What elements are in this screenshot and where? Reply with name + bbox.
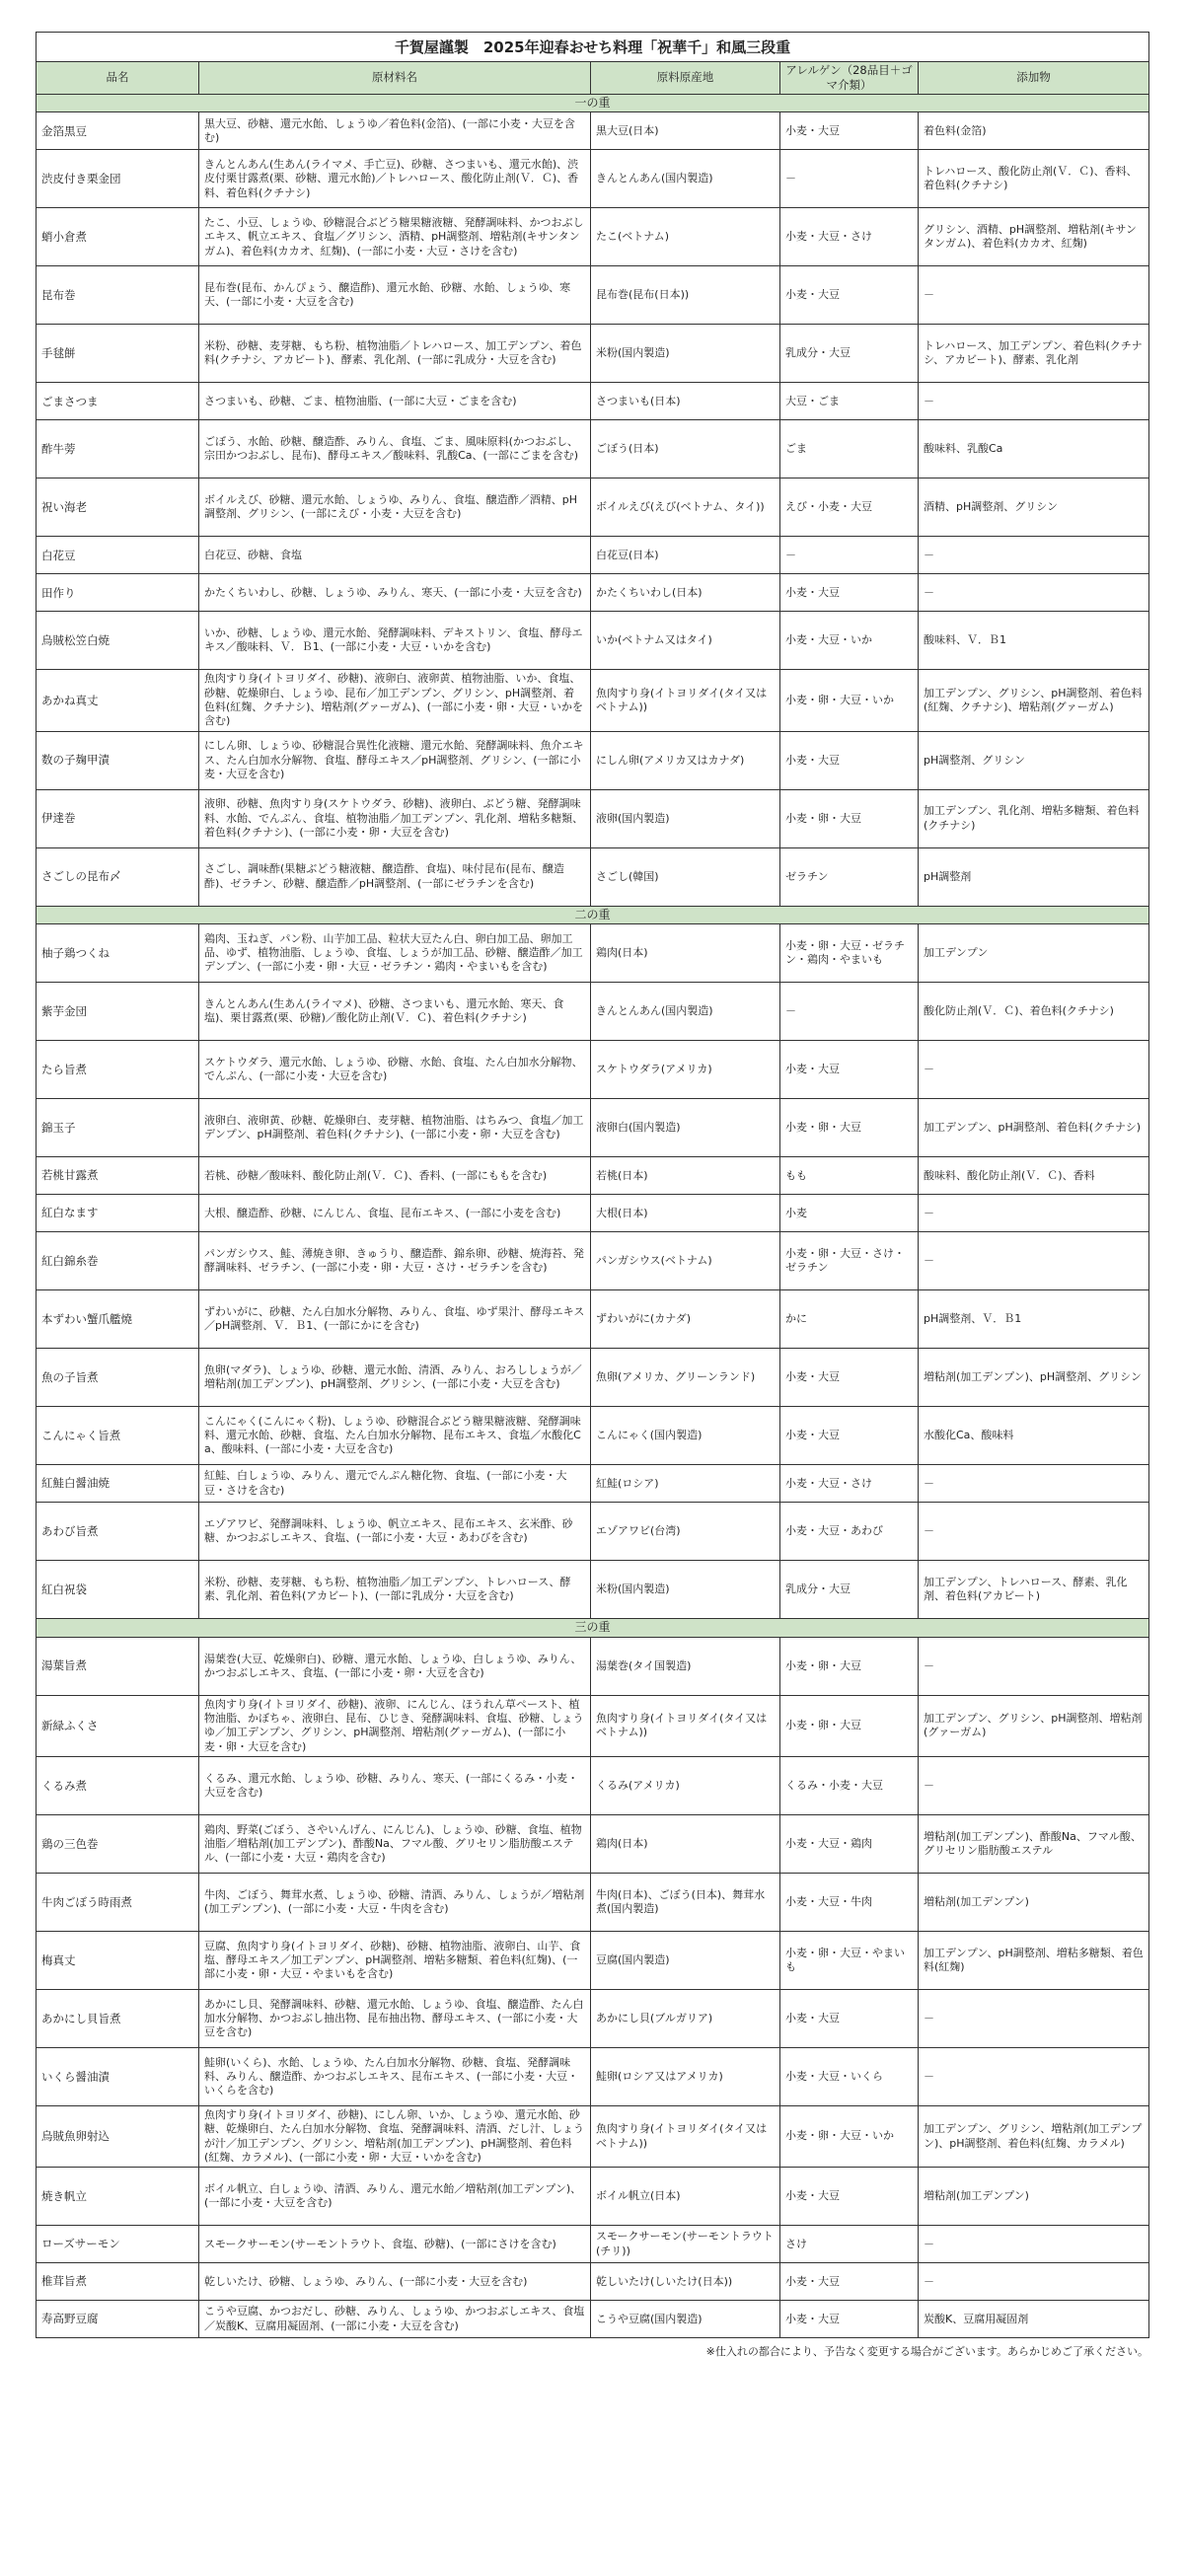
table-row <box>37 1099 1149 1157</box>
cell-allergens: 小麦・大豆・いくら <box>780 2048 919 2106</box>
cell-additives: － <box>919 1195 1149 1232</box>
table-row <box>37 2226 1149 2263</box>
cell-origin: スモークサーモン(サーモントラウト(チリ)) <box>591 2226 780 2263</box>
cell-ingredients: にしん卵、しょうゆ、砂糖混合異性化液糖、還元水飴、発酵調味料、魚介エキス、たん白加水分解物、食塩、酵母エキス／pH調整剤、グリシン、(一部に小麦・大豆を含む) <box>199 731 591 789</box>
cell-allergens: 小麦・大豆・牛肉 <box>780 1874 919 1932</box>
cell-additives: 加工デンプン、グリシン、pH調整剤、増粘剤(グァーガム) <box>919 1695 1149 1756</box>
cell-allergens: 小麦・卵・大豆・ゼラチン・鶏肉・やまいも <box>780 924 919 983</box>
cell-origin: 鶏肉(日本) <box>591 1815 780 1874</box>
cell-ingredients: 若桃、砂糖／酸味料、酸化防止剤(Ｖ．Ｃ)、香料、(一部にももを含む) <box>199 1157 591 1195</box>
cell-origin: 液卵白(国内製造) <box>591 1099 780 1157</box>
header-origin: 原料原産地 <box>591 62 780 95</box>
table-row <box>37 1637 1149 1695</box>
cell-name: 寿高野豆腐 <box>37 2301 199 2338</box>
cell-additives: 水酸化Ca、酸味料 <box>919 1407 1149 1465</box>
cell-ingredients: 湯葉巻(大豆、乾燥卵白)、砂糖、還元水飴、しょうゆ、白しょうゆ、みりん、かつおぶしエキス、食塩、(一部に小麦・卵・大豆を含む) <box>199 1637 591 1695</box>
cell-origin: 豆腐(国内製造) <box>591 1932 780 1990</box>
cell-additives: － <box>919 1041 1149 1099</box>
section-label: 二の重 <box>37 906 1149 924</box>
table-row <box>37 325 1149 383</box>
cell-origin: 乾しいたけ(しいたけ(日本)) <box>591 2263 780 2301</box>
cell-ingredients: 魚肉すり身(イトヨリダイ、砂糖)、液卵白、液卵黄、植物油脂、いか、食塩、砂糖、乾燥卵白、しょうゆ、昆布／加工デンプン、グリシン、pH調整剤、着色料(紅麹、クチナシ)、増粘剤(グァーガム)、(一部に小麦・卵・大豆・いかを含む) <box>199 670 591 731</box>
cell-name: 湯葉旨煮 <box>37 1637 199 1695</box>
cell-ingredients: ずわいがに、砂糖、たん白加水分解物、みりん、食塩、ゆず果汁、酵母エキス／pH調整剤、Ｖ．Ｂ1、(一部にかにを含む) <box>199 1290 591 1349</box>
ingredients-table <box>36 32 1149 2338</box>
cell-ingredients: あかにし貝、発酵調味料、砂糖、還元水飴、しょうゆ、食塩、醸造酢、たん白加水分解物、かつおぶし抽出物、昆布抽出物、酵母エキス、(一部に小麦・大豆を含む) <box>199 1990 591 2048</box>
cell-name: 烏賊魚卵射込 <box>37 2106 199 2168</box>
cell-allergens: 小麦・大豆・鶏肉 <box>780 1815 919 1874</box>
table-row <box>37 537 1149 574</box>
table-row <box>37 1695 1149 1756</box>
cell-origin: 昆布巻(昆布(日本)) <box>591 266 780 325</box>
cell-additives: － <box>919 1232 1149 1290</box>
table-body <box>37 94 1149 2337</box>
cell-ingredients: 米粉、砂糖、麦芽糖、もち粉、植物油脂／トレハロース、加工デンプン、着色料(クチナシ、アカビート)、酵素、乳化剤、(一部に乳成分・大豆を含む) <box>199 325 591 383</box>
cell-name: 酢牛蒡 <box>37 420 199 478</box>
cell-allergens: 小麦・大豆 <box>780 2168 919 2226</box>
cell-origin: さごし(韓国) <box>591 847 780 906</box>
cell-origin: ごぼう(日本) <box>591 420 780 478</box>
cell-allergens: 小麦・大豆 <box>780 1407 919 1465</box>
header-name: 品名 <box>37 62 199 95</box>
cell-name: 梅真丈 <box>37 1932 199 1990</box>
cell-allergens: もも <box>780 1157 919 1195</box>
table-row <box>37 612 1149 670</box>
cell-name: 焼き帆立 <box>37 2168 199 2226</box>
cell-allergens: 小麦 <box>780 1195 919 1232</box>
cell-name: 牛肉ごぼう時雨煮 <box>37 1874 199 1932</box>
cell-name: 魚の子旨煮 <box>37 1349 199 1407</box>
cell-allergens: 小麦・卵・大豆 <box>780 789 919 847</box>
cell-origin: 魚肉すり身(イトヨリダイ(タイ又はベトナム)) <box>591 670 780 731</box>
cell-origin: ボイルえび(えび(ベトナム、タイ)) <box>591 478 780 537</box>
cell-additives: － <box>919 574 1149 612</box>
cell-name: 鶏の三色巻 <box>37 1815 199 1874</box>
cell-additives: 増粘剤(加工デンプン) <box>919 1874 1149 1932</box>
cell-allergens: 小麦・大豆 <box>780 266 919 325</box>
cell-origin: 紅鮭(ロシア) <box>591 1465 780 1503</box>
cell-ingredients: 魚卵(マダラ)、しょうゆ、砂糖、還元水飴、清酒、みりん、おろししょうが／増粘剤(加工デンプン)、pH調整剤、グリシン、(一部に小麦・大豆を含む) <box>199 1349 591 1407</box>
cell-origin: 魚肉すり身(イトヨリダイ(タイ又はベトナム)) <box>591 1695 780 1756</box>
cell-allergens: 小麦・大豆 <box>780 731 919 789</box>
cell-ingredients: ボイル帆立、白しょうゆ、清酒、みりん、還元水飴／増粘剤(加工デンプン)、(一部に小麦・大豆を含む) <box>199 2168 591 2226</box>
cell-additives: 着色料(金箔) <box>919 112 1149 150</box>
cell-allergens: 小麦・卵・大豆・やまいも <box>780 1932 919 1990</box>
cell-ingredients: エゾアワビ、発酵調味料、しょうゆ、帆立エキス、昆布エキス、玄米酢、砂糖、かつおぶしエキス、食塩、(一部に小麦・大豆・あわびを含む) <box>199 1503 591 1561</box>
cell-name: あわび旨煮 <box>37 1503 199 1561</box>
cell-ingredients: ごぼう、水飴、砂糖、醸造酢、みりん、食塩、ごま、風味原料(かつおぶし、宗田かつおぶし、昆布)、酵母エキス／酸味料、乳酸Ca、(一部にごまを含む) <box>199 420 591 478</box>
cell-ingredients: 乾しいたけ、砂糖、しょうゆ、みりん、(一部に小麦・大豆を含む) <box>199 2263 591 2301</box>
table-row <box>37 1757 1149 1815</box>
cell-name: 祝い海老 <box>37 478 199 537</box>
table-row <box>37 924 1149 983</box>
cell-allergens: 乳成分・大豆 <box>780 325 919 383</box>
cell-ingredients: 白花豆、砂糖、食塩 <box>199 537 591 574</box>
cell-origin: 鮭卵(ロシア又はアメリカ) <box>591 2048 780 2106</box>
table-row <box>37 1990 1149 2048</box>
cell-origin: 米粉(国内製造) <box>591 1561 780 1619</box>
cell-name: 金箔黒豆 <box>37 112 199 150</box>
header-additives: 添加物 <box>919 62 1149 95</box>
table-row <box>37 478 1149 537</box>
cell-name: 渋皮付き栗金団 <box>37 150 199 208</box>
table-row <box>37 208 1149 266</box>
cell-additives: 加工デンプン、pH調整剤、着色料(クチナシ) <box>919 1099 1149 1157</box>
cell-origin: いか(ベトナム又はタイ) <box>591 612 780 670</box>
cell-additives: － <box>919 1637 1149 1695</box>
cell-ingredients: こんにゃく(こんにゃく粉)、しょうゆ、砂糖混合ぶどう糖果糖液糖、発酵調味料、還元水飴、砂糖、食塩、たん白加水分解物、昆布エキス、食塩／水酸化Ca、酸味料、(一部に小麦・大豆を含む) <box>199 1407 591 1465</box>
cell-origin: きんとんあん(国内製造) <box>591 983 780 1041</box>
cell-ingredients: 米粉、砂糖、麦芽糖、もち粉、植物油脂／加工デンプン、トレハロース、酵素、乳化剤、着色料(アカビート)、(一部に乳成分・大豆を含む) <box>199 1561 591 1619</box>
table-row <box>37 1157 1149 1195</box>
cell-additives: グリシン、酒精、pH調整剤、増粘剤(キサンタンガム)、着色料(カカオ、紅麹) <box>919 208 1149 266</box>
cell-allergens: かに <box>780 1290 919 1349</box>
table-row <box>37 2301 1149 2338</box>
cell-ingredients: ボイルえび、砂糖、還元水飴、しょうゆ、みりん、食塩、醸造酢／酒精、pH調整剤、グリシン、(一部にえび・小麦・大豆を含む) <box>199 478 591 537</box>
cell-additives: 増粘剤(加工デンプン) <box>919 2168 1149 2226</box>
table-row <box>37 1232 1149 1290</box>
cell-allergens: さけ <box>780 2226 919 2263</box>
cell-additives: 加工デンプン、グリシン、pH調整剤、着色料(紅麹、クチナシ)、増粘剤(グァーガム) <box>919 670 1149 731</box>
cell-name: いくら醤油漬 <box>37 2048 199 2106</box>
cell-allergens: 小麦・大豆 <box>780 2263 919 2301</box>
table-row <box>37 112 1149 150</box>
cell-ingredients: くるみ、還元水飴、しょうゆ、砂糖、みりん、寒天、(一部にくるみ・小麦・大豆を含む) <box>199 1757 591 1815</box>
cell-allergens: 小麦・大豆・あわび <box>780 1503 919 1561</box>
cell-ingredients: 鮭卵(いくら)、水飴、しょうゆ、たん白加水分解物、砂糖、食塩、発酵調味料、みりん、醸造酢、かつおぶしエキス、昆布エキス、(一部に小麦・大豆・いくらを含む) <box>199 2048 591 2106</box>
cell-additives: 加工デンプン、乳化剤、増粘多糖類、着色料(クチナシ) <box>919 789 1149 847</box>
cell-ingredients: パンガシウス、鮭、薄焼き卵、きゅうり、醸造酢、錦糸卵、砂糖、焼海苔、発酵調味料、ゼラチン、(一部に小麦・卵・大豆・さけ・ゼラチンを含む) <box>199 1232 591 1290</box>
header-ingredients: 原材料名 <box>199 62 591 95</box>
cell-allergens: － <box>780 150 919 208</box>
cell-allergens: － <box>780 537 919 574</box>
cell-allergens: 小麦・卵・大豆 <box>780 1099 919 1157</box>
cell-name: たら旨煮 <box>37 1041 199 1099</box>
cell-ingredients: いか、砂糖、しょうゆ、還元水飴、発酵調味料、デキストリン、食塩、酵母エキス／酸味料、Ｖ．Ｂ1、(一部に小麦・大豆・いかを含む) <box>199 612 591 670</box>
section-header <box>37 94 1149 112</box>
cell-allergens: 小麦・卵・大豆 <box>780 1695 919 1756</box>
cell-ingredients: 液卵、砂糖、魚肉すり身(スケトウダラ、砂糖)、液卵白、ぶどう糖、発酵調味料、水飴、でんぷん、食塩、植物油脂／加工デンプン、乳化剤、増粘多糖類、着色料(クチナシ)、(一部に小麦・卵・大豆を含む) <box>199 789 591 847</box>
section-label: 三の重 <box>37 1619 1149 1638</box>
cell-name: 若桃甘露煮 <box>37 1157 199 1195</box>
cell-ingredients: 豆腐、魚肉すり身(イトヨリダイ、砂糖)、砂糖、植物油脂、液卵白、山芋、食塩、酵母エキス／加工デンプン、pH調整剤、増粘多糖類、着色料(紅麹)、(一部に小麦・卵・大豆・やまいもを含む) <box>199 1932 591 1990</box>
cell-allergens: 小麦・卵・大豆・さけ・ゼラチン <box>780 1232 919 1290</box>
cell-name: あかね真丈 <box>37 670 199 731</box>
cell-origin: 黒大豆(日本) <box>591 112 780 150</box>
cell-additives: 酒精、pH調整剤、グリシン <box>919 478 1149 537</box>
cell-ingredients: スケトウダラ、還元水飴、しょうゆ、砂糖、水飴、食塩、たん白加水分解物、でんぷん、(一部に小麦・大豆を含む) <box>199 1041 591 1099</box>
cell-ingredients: 魚肉すり身(イトヨリダイ、砂糖)、にしん卵、いか、しょうゆ、還元水飴、砂糖、乾燥卵白、たん白加水分解物、食塩、発酵調味料、清酒、だし汁、しょうが汁／加工デンプン、グリシン、増粘剤(加工デンプン)、pH調整剤、着色料(紅麹、カラメル)、(一部に小麦・卵・大豆・いかを含む) <box>199 2106 591 2168</box>
cell-additives: － <box>919 1757 1149 1815</box>
table-row <box>37 2048 1149 2106</box>
cell-additives: － <box>919 1990 1149 2048</box>
cell-allergens: えび・小麦・大豆 <box>780 478 919 537</box>
cell-name: 白花豆 <box>37 537 199 574</box>
cell-allergens: 大豆・ごま <box>780 383 919 420</box>
cell-origin: 大根(日本) <box>591 1195 780 1232</box>
cell-origin: ずわいがに(カナダ) <box>591 1290 780 1349</box>
table-row <box>37 150 1149 208</box>
cell-name: ごまさつま <box>37 383 199 420</box>
cell-name: 椎茸旨煮 <box>37 2263 199 2301</box>
table-row <box>37 420 1149 478</box>
section-header <box>37 1619 1149 1638</box>
cell-name: くるみ煮 <box>37 1757 199 1815</box>
cell-origin: 若桃(日本) <box>591 1157 780 1195</box>
table-row <box>37 1561 1149 1619</box>
cell-allergens: 小麦・大豆・さけ <box>780 1465 919 1503</box>
cell-additives: 炭酸K、豆腐用凝固剤 <box>919 2301 1149 2338</box>
table-row <box>37 1195 1149 1232</box>
cell-additives: － <box>919 2048 1149 2106</box>
cell-ingredients: きんとんあん(生あん(ライマメ)、砂糖、さつまいも、還元水飴、寒天、食塩)、栗甘露煮(栗、砂糖)／酸化防止剤(Ｖ．Ｃ)、着色料(クチナシ) <box>199 983 591 1041</box>
table-row <box>37 1349 1149 1407</box>
cell-ingredients: 紅鮭、白しょうゆ、みりん、還元でんぷん糖化物、食塩、(一部に小麦・大豆・さけを含む) <box>199 1465 591 1503</box>
cell-allergens: ゼラチン <box>780 847 919 906</box>
cell-allergens: 小麦・大豆 <box>780 2301 919 2338</box>
cell-additives: － <box>919 2263 1149 2301</box>
cell-ingredients: 液卵白、液卵黄、砂糖、乾燥卵白、麦芽糖、植物油脂、はちみつ、食塩／加工デンプン、pH調整剤、着色料(クチナシ)、(一部に小麦・卵・大豆を含む) <box>199 1099 591 1157</box>
table-row <box>37 983 1149 1041</box>
cell-ingredients: こうや豆腐、かつおだし、砂糖、みりん、しょうゆ、かつおぶしエキス、食塩／炭酸K、豆腐用凝固剤、(一部に小麦・大豆を含む) <box>199 2301 591 2338</box>
cell-name: 紫芋金団 <box>37 983 199 1041</box>
page-title: 千賀屋謹製 2025年迎春おせち料理「祝華千」和風三段重 <box>36 32 1149 61</box>
cell-allergens: － <box>780 983 919 1041</box>
cell-allergens: くるみ・小麦・大豆 <box>780 1757 919 1815</box>
cell-additives: 加工デンプン、グリシン、増粘剤(加工デンプン)、pH調整剤、着色料(紅麹、カラメル) <box>919 2106 1149 2168</box>
table-row <box>37 1407 1149 1465</box>
cell-name: 伊達巻 <box>37 789 199 847</box>
section-label: 一の重 <box>37 94 1149 112</box>
cell-additives: － <box>919 1503 1149 1561</box>
cell-additives: － <box>919 266 1149 325</box>
cell-origin: エゾアワビ(台湾) <box>591 1503 780 1561</box>
cell-ingredients: かたくちいわし、砂糖、しょうゆ、みりん、寒天、(一部に小麦・大豆を含む) <box>199 574 591 612</box>
cell-allergens: 乳成分・大豆 <box>780 1561 919 1619</box>
allergen-sheet <box>36 32 1148 2359</box>
table-row <box>37 2263 1149 2301</box>
table-row <box>37 1815 1149 1874</box>
cell-name: 錦玉子 <box>37 1099 199 1157</box>
cell-origin: 白花豆(日本) <box>591 537 780 574</box>
cell-name: 本ずわい蟹爪艦燒 <box>37 1290 199 1349</box>
cell-origin: 湯葉巻(タイ国製造) <box>591 1637 780 1695</box>
cell-name: 数の子麹甲漬 <box>37 731 199 789</box>
section-header <box>37 906 1149 924</box>
cell-origin: こうや豆腐(国内製造) <box>591 2301 780 2338</box>
cell-origin: きんとんあん(国内製造) <box>591 150 780 208</box>
cell-origin: パンガシウス(ベトナム) <box>591 1232 780 1290</box>
cell-name: ローズサーモン <box>37 2226 199 2263</box>
cell-origin: にしん卵(アメリカ又はカナダ) <box>591 731 780 789</box>
table-row <box>37 2106 1149 2168</box>
cell-ingredients: 魚肉すり身(イトヨリダイ、砂糖)、液卵、にんじん、ほうれん草ペースト、植物油脂、かぼちゃ、液卵白、昆布、ひじき、発酵調味料、食塩、砂糖、しょうゆ／加工デンプン、グリシン、pH調整剤、増粘剤(グァーガム)、(一部に小麦・卵・大豆を含む) <box>199 1695 591 1756</box>
cell-origin: スケトウダラ(アメリカ) <box>591 1041 780 1099</box>
cell-ingredients: 鶏肉、野菜(ごぼう、さやいんげん、にんじん)、しょうゆ、砂糖、食塩、植物油脂／増粘剤(加工デンプン)、酢酸Na、フマル酸、グリセリン脂肪酸エステル、(一部に小麦・大豆・鶏肉を含む) <box>199 1815 591 1874</box>
table-row <box>37 574 1149 612</box>
table-row <box>37 789 1149 847</box>
table-row <box>37 1503 1149 1561</box>
cell-allergens: 小麦・大豆 <box>780 1349 919 1407</box>
cell-name: 紅白錦糸巻 <box>37 1232 199 1290</box>
cell-origin: 鶏肉(日本) <box>591 924 780 983</box>
cell-ingredients: きんとんあん(生あん(ライマメ、手亡豆)、砂糖、さつまいも、還元水飴)、渋皮付栗甘露煮(栗、砂糖、還元水飴)／トレハロース、酸化防止剤(Ｖ．Ｃ)、香料、着色料(クチナシ) <box>199 150 591 208</box>
cell-ingredients: たこ、小豆、しょうゆ、砂糖混合ぶどう糖果糖液糖、発酵調味料、かつおぶしエキス、帆立エキス、食塩／グリシン、酒精、pH調整剤、増粘剤(キサンタンガム)、着色料(カカオ、紅麹)、(一部に小麦・大豆・さけを含む) <box>199 208 591 266</box>
footnote: ※仕入れの都合により、予告なく変更する場合がございます。あらかじめご了承ください。 <box>705 2345 1148 2359</box>
cell-origin: 米粉(国内製造) <box>591 325 780 383</box>
cell-allergens: 小麦・大豆 <box>780 1041 919 1099</box>
table-row <box>37 2168 1149 2226</box>
cell-additives: － <box>919 383 1149 420</box>
cell-name: こんにゃく旨煮 <box>37 1407 199 1465</box>
cell-origin: くるみ(アメリカ) <box>591 1757 780 1815</box>
cell-allergens: 小麦・大豆 <box>780 1990 919 2048</box>
cell-additives: pH調整剤、グリシン <box>919 731 1149 789</box>
cell-additives: 酸化防止剤(Ｖ．Ｃ)、着色料(クチナシ) <box>919 983 1149 1041</box>
cell-origin: あかにし貝(ブルガリア) <box>591 1990 780 2048</box>
cell-additives: 加工デンプン <box>919 924 1149 983</box>
cell-origin: 牛肉(日本)、ごぼう(日本)、舞茸水煮(国内製造) <box>591 1874 780 1932</box>
cell-ingredients: スモークサーモン(サーモントラウト、食塩、砂糖)、(一部にさけを含む) <box>199 2226 591 2263</box>
cell-name: 昆布巻 <box>37 266 199 325</box>
cell-origin: かたくちいわし(日本) <box>591 574 780 612</box>
cell-name: 柚子鶏つくね <box>37 924 199 983</box>
cell-name: 新緑ふくさ <box>37 1695 199 1756</box>
cell-additives: 酸味料、乳酸Ca <box>919 420 1149 478</box>
table-row <box>37 1874 1149 1932</box>
cell-ingredients: 黒大豆、砂糖、還元水飴、しょうゆ／着色料(金箔)、(一部に小麦・大豆を含む) <box>199 112 591 150</box>
table-row <box>37 670 1149 731</box>
cell-name: 手毬餅 <box>37 325 199 383</box>
cell-additives: pH調整剤 <box>919 847 1149 906</box>
cell-additives: － <box>919 1465 1149 1503</box>
table-row <box>37 1932 1149 1990</box>
cell-ingredients: 昆布巻(昆布、かんぴょう、醸造酢)、還元水飴、砂糖、水飴、しょうゆ、寒天、(一部に小麦・大豆を含む) <box>199 266 591 325</box>
cell-origin: ボイル帆立(日本) <box>591 2168 780 2226</box>
cell-origin: 魚卵(アメリカ、グリーンランド) <box>591 1349 780 1407</box>
cell-name: 紅鮭白醤油焼 <box>37 1465 199 1503</box>
cell-name: あかにし貝旨煮 <box>37 1990 199 2048</box>
cell-name: 田作り <box>37 574 199 612</box>
table-row <box>37 1465 1149 1503</box>
cell-ingredients: 鶏肉、玉ねぎ、パン粉、山芋加工品、粒状大豆たん白、卵白加工品、卵加工品、ゆず、植物油脂、しょうゆ、食塩、しょうが加工品、砂糖、醸造酢／加工デンプン、(一部に小麦・卵・大豆・ゼラチン・鶏肉・やまいもを含む) <box>199 924 591 983</box>
cell-additives: 増粘剤(加工デンプン)、酢酸Na、フマル酸、グリセリン脂肪酸エステル <box>919 1815 1149 1874</box>
cell-additives: pH調整剤、Ｖ．Ｂ1 <box>919 1290 1149 1349</box>
cell-origin: さつまいも(日本) <box>591 383 780 420</box>
table-row <box>37 1041 1149 1099</box>
cell-allergens: 小麦・卵・大豆・いか <box>780 2106 919 2168</box>
cell-ingredients: 牛肉、ごぼう、舞茸水煮、しょうゆ、砂糖、清酒、みりん、しょうが／増粘剤(加工デンプン)、(一部に小麦・大豆・牛肉を含む) <box>199 1874 591 1932</box>
cell-origin: たこ(ベトナム) <box>591 208 780 266</box>
cell-allergens: 小麦・大豆・いか <box>780 612 919 670</box>
cell-name: さごしの昆布〆 <box>37 847 199 906</box>
cell-additives: 加工デンプン、pH調整剤、増粘多糖類、着色料(紅麹) <box>919 1932 1149 1990</box>
cell-additives: 増粘剤(加工デンプン)、pH調整剤、グリシン <box>919 1349 1149 1407</box>
header-allergens: アレルゲン（28品目＋ゴマ介類） <box>780 62 919 95</box>
cell-name: 紅白なます <box>37 1195 199 1232</box>
cell-name: 蛸小倉煮 <box>37 208 199 266</box>
cell-additives: 加工デンプン、トレハロース、酵素、乳化剤、着色料(アカビート) <box>919 1561 1149 1619</box>
table-row <box>37 847 1149 906</box>
cell-additives: 酸味料、酸化防止剤(Ｖ．Ｃ)、香料 <box>919 1157 1149 1195</box>
cell-allergens: 小麦・大豆・さけ <box>780 208 919 266</box>
table-row <box>37 1290 1149 1349</box>
cell-additives: － <box>919 2226 1149 2263</box>
cell-allergens: 小麦・大豆 <box>780 112 919 150</box>
cell-origin: 魚肉すり身(イトヨリダイ(タイ又はベトナム)) <box>591 2106 780 2168</box>
cell-additives: トレハロース、酸化防止剤(Ｖ．Ｃ)、香料、着色料(クチナシ) <box>919 150 1149 208</box>
cell-origin: 液卵(国内製造) <box>591 789 780 847</box>
cell-additives: 酸味料、Ｖ．Ｂ1 <box>919 612 1149 670</box>
header-row <box>37 62 1149 95</box>
table-row <box>37 266 1149 325</box>
cell-origin: こんにゃく(国内製造) <box>591 1407 780 1465</box>
cell-allergens: ごま <box>780 420 919 478</box>
table-row <box>37 383 1149 420</box>
table-row <box>37 731 1149 789</box>
cell-additives: － <box>919 537 1149 574</box>
cell-ingredients: 大根、醸造酢、砂糖、にんじん、食塩、昆布エキス、(一部に小麦を含む) <box>199 1195 591 1232</box>
cell-allergens: 小麦・大豆 <box>780 574 919 612</box>
cell-name: 烏賊松笠白焼 <box>37 612 199 670</box>
cell-additives: トレハロース、加工デンプン、着色料(クチナシ、アカビート)、酵素、乳化剤 <box>919 325 1149 383</box>
cell-name: 紅白祝袋 <box>37 1561 199 1619</box>
cell-allergens: 小麦・卵・大豆 <box>780 1637 919 1695</box>
cell-allergens: 小麦・卵・大豆・いか <box>780 670 919 731</box>
cell-ingredients: さごし、調味酢(果糖ぶどう糖液糖、醸造酢、食塩)、味付昆布(昆布、醸造酢)、ゼラチン、砂糖、醸造酢／pH調整剤、(一部にゼラチンを含む) <box>199 847 591 906</box>
cell-ingredients: さつまいも、砂糖、ごま、植物油脂、(一部に大豆・ごまを含む) <box>199 383 591 420</box>
